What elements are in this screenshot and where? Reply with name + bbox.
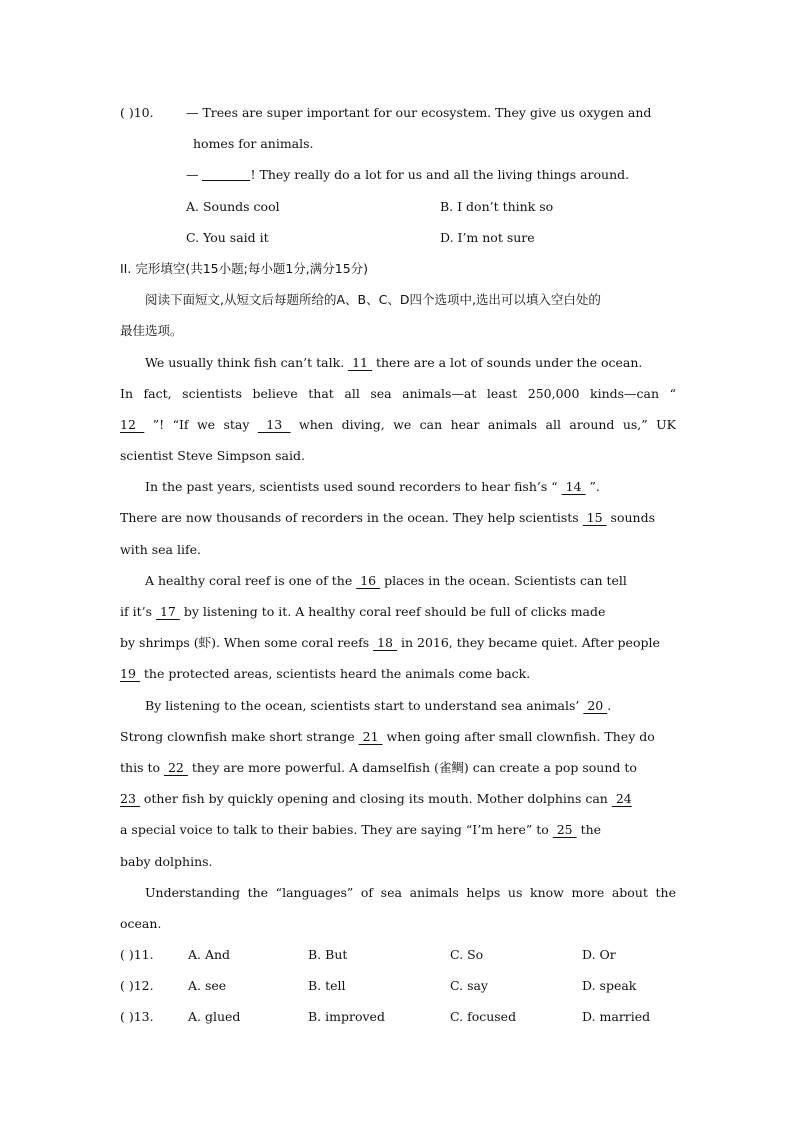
blank-22: 22 — [164, 759, 188, 775]
passage-text: A healthy coral reef is one of the — [145, 572, 353, 588]
section-instructions-line1: 阅读下面短文,从短文后每题所给的A、B、C、D四个选项中,选出可以填入空白处的 — [145, 292, 601, 308]
question-row — [120, 939, 676, 970]
blank-12: 12 — [120, 416, 145, 432]
q10-option-b[interactable]: B. I don’t think so — [440, 198, 554, 214]
passage-text: We usually think fish can’t talk. — [145, 354, 345, 370]
passage-text: Strong clownfish make short strange — [120, 728, 355, 744]
document-page — [120, 97, 676, 1033]
blank-11: 11 — [348, 354, 372, 370]
passage-text: the protected areas, scientists heard the animals come back. — [143, 666, 531, 682]
option-a[interactable]: A. And — [188, 947, 231, 963]
option-a[interactable]: A. glued — [188, 1009, 241, 1025]
option-b[interactable]: B. tell — [308, 978, 346, 994]
q10-option-d[interactable]: D. I’m not sure — [440, 229, 535, 245]
passage-line: baby dolphins. — [120, 853, 213, 869]
passage-line — [120, 502, 676, 533]
question-number: ( )13. — [120, 1009, 154, 1025]
q10-option-a[interactable]: A. Sounds cool — [186, 198, 280, 214]
passage-text: ”. — [589, 479, 600, 495]
q10-stem-text: — Trees are super important for our ecosystem. They give us oxygen and — [186, 105, 652, 120]
passage-line — [120, 752, 676, 783]
q10-options-row2 — [120, 222, 676, 253]
option-d[interactable]: D. Or — [582, 947, 616, 963]
q10-response-text: ! They really do a lot for us and all the living things around. — [250, 167, 630, 183]
blank-24: 24 — [611, 791, 632, 807]
question-row — [120, 970, 676, 1001]
passage-text: ”! “If we stay — [152, 416, 250, 432]
blank-17: 17 — [156, 604, 180, 619]
q10-stem-line1 — [120, 97, 676, 128]
passage-line — [120, 658, 676, 689]
passage-line — [120, 783, 676, 814]
passage-line: with sea life. — [120, 541, 201, 557]
option-b[interactable]: B. But — [308, 947, 348, 963]
passage-text: by listening to it. A healthy coral reef should be full of clicks made — [183, 604, 606, 619]
passage-line — [120, 814, 676, 845]
q10-stem-line2 — [120, 128, 676, 159]
question-row — [120, 1001, 676, 1032]
option-c[interactable]: C. focused — [450, 1009, 517, 1025]
question-number: ( )11. — [120, 947, 154, 963]
section-instructions-line2: 最佳选项。 — [120, 323, 183, 339]
option-c[interactable]: C. say — [450, 978, 488, 994]
passage-text: other fish by quickly opening and closing its mouth. Mother dolphins can — [143, 791, 608, 807]
blank-15: 15 — [582, 510, 607, 526]
passage-text: in 2016, they became quiet. After people — [400, 635, 660, 651]
option-d[interactable]: D. married — [582, 1009, 651, 1025]
passage-text: when diving, we can hear animals all around us,” UK — [299, 416, 676, 432]
question-number: ( )12. — [120, 978, 154, 994]
blank-18: 18 — [373, 635, 397, 651]
passage-line — [120, 565, 676, 596]
passage-text: there are a lot of sounds under the ocean. — [375, 354, 643, 370]
q10-dash: — — [186, 167, 199, 183]
option-d[interactable]: D. speak — [582, 978, 637, 994]
blank-14: 14 — [561, 479, 586, 495]
passage-text: In the past years, scientists used sound recorders to hear fish’s “ — [145, 479, 558, 495]
section-title: II. 完形填空(共15小题;每小题1分,满分15分) — [120, 260, 369, 276]
passage-text: sounds — [610, 510, 656, 526]
q10-answer-blank[interactable] — [202, 166, 250, 181]
passage-line: scientist Steve Simpson said. — [120, 448, 305, 464]
passage-line — [120, 690, 676, 721]
blank-16: 16 — [356, 572, 381, 588]
passage-text: they are more powerful. A damselfish (雀鲷) can create a pop sound to — [191, 759, 637, 775]
passage-text: places in the ocean. Scientists can tell — [384, 572, 627, 588]
blank-25: 25 — [552, 822, 577, 838]
passage-text: this to — [120, 759, 161, 775]
passage-text: There are now thousands of recorders in the ocean. They help scientists — [120, 510, 579, 526]
passage-line — [120, 721, 676, 752]
passage-text: a special voice to talk to their babies. They are saying “I’m here” to — [120, 822, 549, 838]
blank-20: 20 — [583, 697, 608, 713]
blank-23: 23 — [120, 791, 140, 807]
q10-stem-text-cont: homes for animals. — [193, 136, 314, 152]
option-a[interactable]: A. see — [188, 978, 227, 994]
passage-text: . — [607, 697, 612, 713]
passage-line: Understanding the “languages” of sea animals helps us know more about the — [145, 884, 676, 900]
passage-line — [120, 471, 676, 502]
q10-option-c[interactable]: C. You said it — [186, 229, 269, 245]
passage-text: by shrimps (虾). When some coral reefs — [120, 635, 370, 651]
passage-line — [120, 409, 676, 440]
passage-text: By listening to the ocean, scientists start to understand sea animals’ — [145, 697, 580, 713]
passage-line — [120, 627, 676, 658]
blank-21: 21 — [358, 728, 383, 744]
passage-line — [120, 347, 676, 378]
option-c[interactable]: C. So — [450, 947, 484, 963]
blank-19: 19 — [120, 666, 140, 682]
passage-line: In fact, scientists believe that all sea animals—at least 250,000 kinds—can “ — [120, 385, 676, 401]
q10-response-line — [120, 159, 676, 190]
passage-text: the — [580, 822, 602, 838]
passage-text: if it’s — [120, 604, 153, 619]
passage-line — [120, 596, 676, 627]
passage-line: ocean. — [120, 915, 162, 931]
blank-13: 13 — [257, 416, 291, 432]
passage-text: when going after small clownfish. They do — [386, 728, 655, 744]
q10-number: ( )10. — [120, 105, 154, 120]
option-b[interactable]: B. improved — [308, 1009, 385, 1025]
q10-options-row1 — [120, 191, 676, 222]
